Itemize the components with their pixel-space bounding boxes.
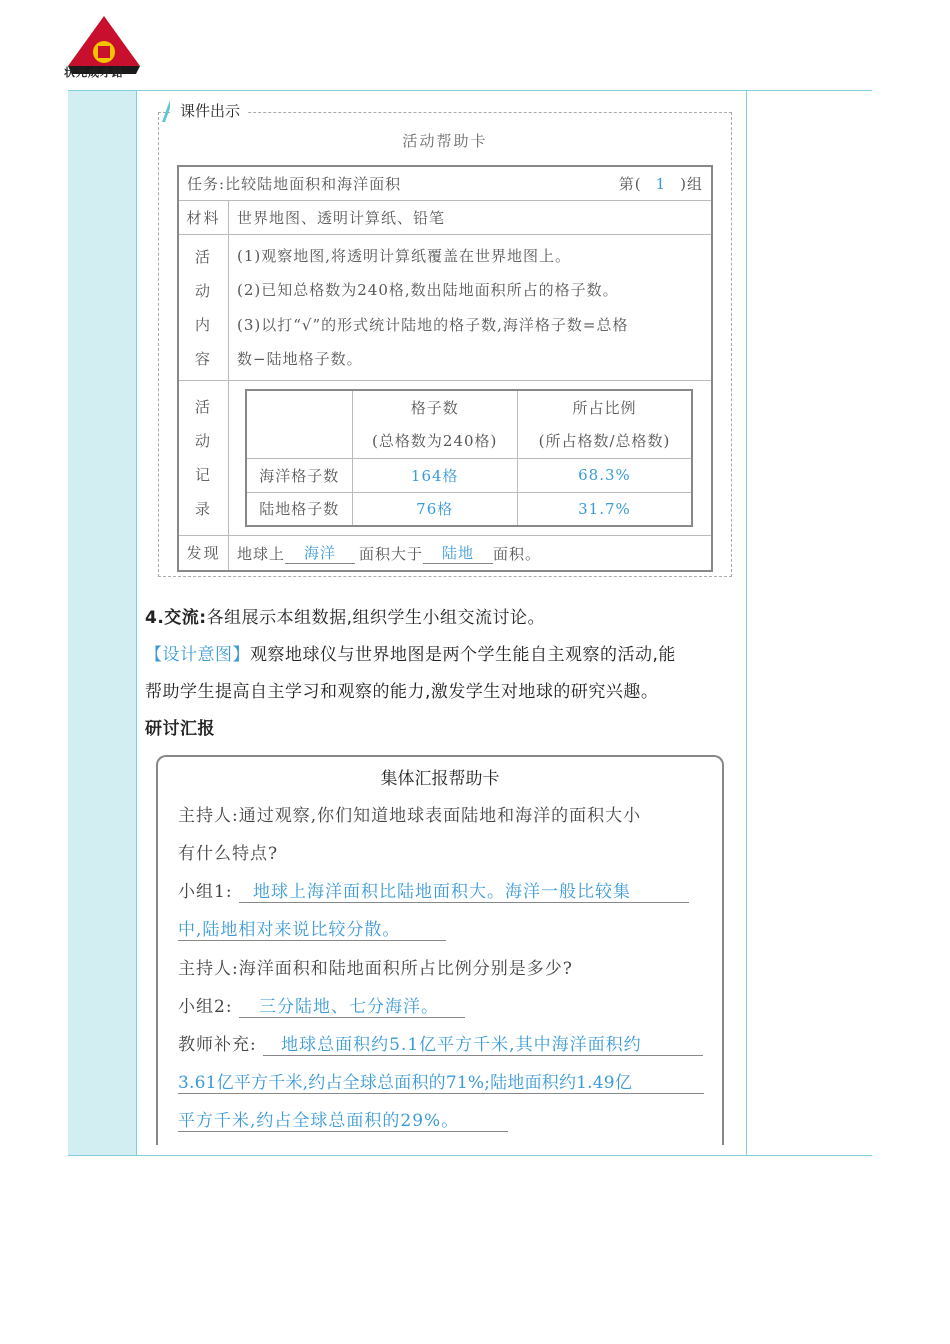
teacher-line1 xyxy=(178,1030,703,1056)
task-label: 任务: xyxy=(187,175,226,193)
activity-card-title: 活动帮助卡 xyxy=(402,132,488,150)
record-table xyxy=(245,389,693,527)
group2-line xyxy=(178,992,465,1018)
finding-mid: 面积大于 xyxy=(359,544,424,563)
bottom-rule xyxy=(68,1155,872,1156)
col-ratio-head: 所占比例 xyxy=(517,390,692,424)
exchange-label: 4.交流: xyxy=(145,608,207,628)
group1-answer-1: 地球上海洋面积比陆地面积大。海洋一般比较集 xyxy=(239,877,689,903)
report-card-title: 集体汇报帮助卡 xyxy=(380,769,500,789)
exchange-paragraph xyxy=(145,603,545,628)
record-row xyxy=(179,381,711,536)
brand-name: 状元成才路 xyxy=(64,66,124,79)
design-text-1: 观察地球仪与世界地图是两个学生能自主观察的活动,能 xyxy=(250,645,676,665)
ocean-label: 海洋格子数 xyxy=(246,458,352,492)
top-rule xyxy=(68,90,872,91)
ocean-count: 164格 xyxy=(352,458,517,492)
teacher-label: 教师补充: xyxy=(178,1035,257,1055)
group1-answer-2: 中,陆地相对来说比较分散。 xyxy=(178,915,446,941)
material-text: 世界地图、透明计算纸、铅笔 xyxy=(237,209,446,227)
group-prefix: 第( xyxy=(618,175,642,193)
task-text: 比较陆地面积和海洋面积 xyxy=(225,175,402,193)
report-heading: 研讨汇报 xyxy=(145,719,215,739)
table-row xyxy=(246,458,692,492)
table-row xyxy=(246,492,692,526)
land-ratio: 31.7% xyxy=(517,492,692,526)
group1-line1 xyxy=(178,877,689,903)
content-line-3: (3)以打“√”的形式统计陆地的格子数,海洋格子数=总格 xyxy=(237,315,629,334)
group2-label: 小组2: xyxy=(178,997,233,1017)
content-line-4: 数−陆地格子数。 xyxy=(237,350,363,368)
content-line-2: (2)已知总格数为240格,数出陆地面积所占的格子数。 xyxy=(237,281,619,299)
host-question-2: 主持人:海洋面积和陆地面积所占比例分别是多少? xyxy=(178,959,573,979)
col-count-sub: (总格数为240格) xyxy=(352,424,517,458)
design-line-2: 帮助学生提高自主学习和观察的能力,激发学生对地球的研究兴趣。 xyxy=(145,682,659,702)
col-count-head: 格子数 xyxy=(352,390,517,424)
teacher-answer-1: 地球总面积约5.1亿平方千米,其中海洋面积约 xyxy=(263,1030,703,1056)
record-label: 活动记录 xyxy=(179,381,229,535)
material-label: 材料 xyxy=(179,201,229,234)
finding-blank-land: 陆地 xyxy=(423,542,493,564)
group-suffix: )组 xyxy=(680,175,703,193)
ocean-ratio: 68.3% xyxy=(517,458,692,492)
courseware-tag: 课件出示 xyxy=(170,100,246,121)
finding-label: 发现 xyxy=(179,536,229,570)
exchange-text: 各组展示本组数据,组织学生小组交流讨论。 xyxy=(206,608,545,628)
task-row xyxy=(179,167,711,201)
finding-post: 面积。 xyxy=(493,544,542,563)
finding-row xyxy=(179,536,711,570)
group-number: 1 xyxy=(655,174,667,193)
group1-label: 小组1: xyxy=(178,882,233,902)
col-ratio-sub: (所占格数/总格数) xyxy=(517,424,692,458)
teacher-answer-2: 3.61亿平方千米,约占全球总面积的71%;陆地面积约1.49亿 xyxy=(178,1068,704,1094)
teacher-line3 xyxy=(178,1106,508,1132)
material-row xyxy=(179,201,711,235)
content-row xyxy=(179,235,711,381)
record-corner xyxy=(246,390,352,458)
land-label: 陆地格子数 xyxy=(246,492,352,526)
design-label: 【设计意图】 xyxy=(145,645,250,665)
land-count: 76格 xyxy=(352,492,517,526)
teacher-answer-3: 平方千米,约占全球总面积的29%。 xyxy=(178,1106,508,1132)
group2-answer: 三分陆地、七分海洋。 xyxy=(239,992,465,1018)
teacher-line2 xyxy=(178,1068,704,1094)
finding-blank-ocean: 海洋 xyxy=(285,542,355,564)
host-question-1b: 有什么特点? xyxy=(178,844,279,864)
left-margin-column xyxy=(68,90,136,1156)
host-question-1a: 主持人:通过观察,你们知道地球表面陆地和海洋的面积大小 xyxy=(178,806,642,826)
design-line-1 xyxy=(145,640,676,665)
right-divider xyxy=(746,90,747,1156)
activity-table xyxy=(177,165,713,572)
finding-pre: 地球上 xyxy=(237,544,286,563)
left-divider xyxy=(136,90,137,1156)
content-line-1: (1)观察地图,将透明计算纸覆盖在世界地图上。 xyxy=(237,246,572,265)
content-label: 活动内容 xyxy=(179,235,229,380)
group1-line2 xyxy=(178,915,446,941)
